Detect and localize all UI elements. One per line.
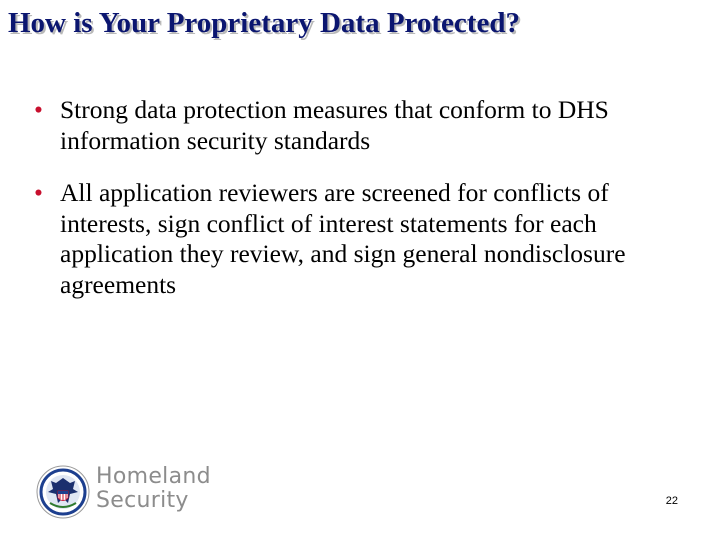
bullet-text: Strong data protection measures that conform to DHS information security standards [60,95,609,155]
dhs-seal-icon [36,465,90,519]
logo-line-homeland: Homeland [96,464,211,489]
bullet-marker: • [34,178,43,207]
bullet-marker: • [34,95,43,124]
logo-line-security: Security [96,488,189,513]
page-number: 22 [665,495,678,507]
bullet-item [34,95,694,156]
logo-wordmark [96,465,211,513]
bullet-list [34,95,694,322]
slide-title: How is Your Proprietary Data Protected? [8,7,520,39]
bullet-text: All application reviewers are screened for conflicts of interests, sign conflict of interest statements for each application they review, and sign general nondisclosure agreements [60,178,626,299]
bullet-item [34,178,694,300]
dhs-logo [36,463,226,523]
